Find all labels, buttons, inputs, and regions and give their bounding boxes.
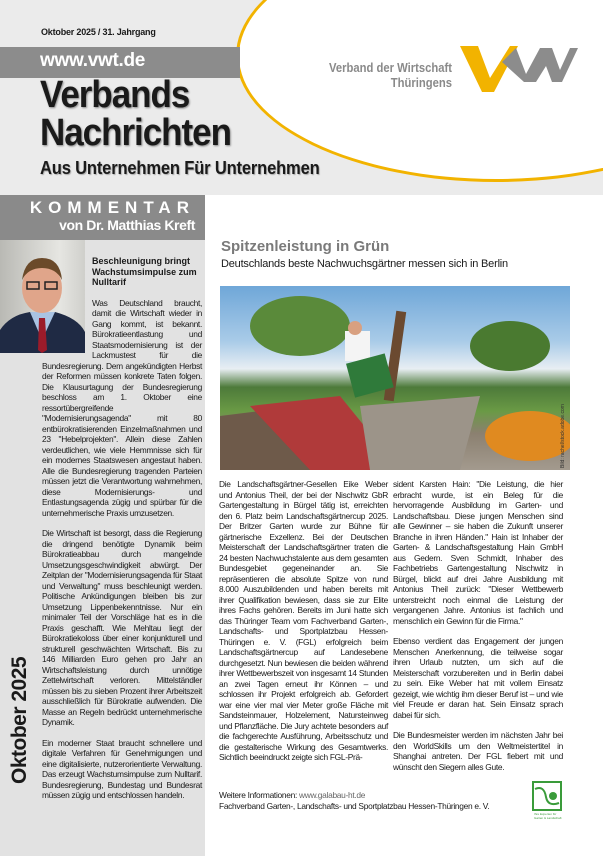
gardener-photo-image — [220, 286, 570, 470]
website-link[interactable]: www.vwt.de — [40, 50, 146, 71]
newsletter-title — [40, 76, 231, 152]
svg-text:Garten & Landschaft: Garten & Landschaft — [534, 816, 562, 820]
article-column-2 — [393, 479, 563, 772]
article-subtitle: Deutschlands beste Nachwuchsgärtner messen sich in Berlin — [221, 258, 508, 270]
more-info-link[interactable]: www.galabau-ht.de — [299, 790, 366, 800]
title-line-1: Verbands — [40, 74, 190, 116]
commentary-paragraph: Die Wirtschaft ist besorgt, dass die Regierung die dringend benötigte Dynamik beim Bürokratieabbau durch mangelnde Umsetzungsgeschwindigkeit abwürgt. Der Zeitplan der "Modernisierungsagenda für Staat und Verwaltung" muss beschleunigt werden. Politische Ankündigungen bleiben bis zur Umsetzung Lippenbekenntnisse. Nur ein minimaler Teil der Vorschläge hat es in die Praxis geschafft. Wie Mehltau liegt der Bürokratiekoloss über einer konjunkturell und strukturell geschwächten Wirtschaft. Bis zu 146 Milliarden Euro gehen pro Jahr an Wirtschaftsleistung durch unnötige Zettelwirtschaft verloren. Mittelständler müssen bis zu sieben Prozent ihrer Arbeitszeit ausschließlich für Bürokratie aufwenden. Die Masse an Regeln bedrückt unternehmerische Dynamik. — [42, 528, 202, 727]
org-name — [315, 61, 452, 91]
commentary-header — [0, 195, 205, 240]
commentary-intro-continued: Dem angekündigten Herbst der Reformen müssen konkrete Taten folgen. Die Klausurtagung der Bundesregierung beschloss am 1. Oktober eine ressortübergreifende "Modernisierungsagenda" mit 80 entbürokratisierenden Einzelmaßnahmen und 23 "Hebelprojekten". Allein diese Zahlen verdeutlichen, wie viele Hemmnisse sich für ein modernes Staatswesen angestaut haben. Alle die Bundesregierung tragenden Parteien müssen jetzt die Verantwortung wahrnehmen, diese Modernisierungs- und Entlastungsagenda zügig und spürbar für die unternehmerische Praxis umzusetzen. — [42, 360, 202, 518]
more-info-label: Weitere Informationen: — [219, 790, 297, 800]
source-organization: Fachverband Garten-, Landschafts- und Sportplatzbau Hessen-Thüringen e. V. — [219, 800, 490, 811]
article-column-1: Die Landschaftsgärtner-Gesellen Eike Weber und Antonius Theil, der bei der Nischwitz GbR Gartengestaltung in Bürgel tätig ist, erreichten den 6. Platz beim Landschaftsgärtnercup 2025. Der Britzer Garten wurde zur Bühne für gärtnerische Exzellenz. Bei der Deutschen Meisterschaft der Landschaftsgärtner traten die 24 besten Nachwuchstalente aus dem gesamten Bundesgebiet gegeneinander an. Sie repräsentieren die absolute Spitze von rund 8.000 Auszubildenden und haben bereits mit ihrer Qualifikation bewiesen, dass sie zur Elite ihres Fachs gehören. Bereits im Juni hatte sich das Thüringer Team vom Fachverband Garten-, Landschafts- und Sportplatzbau Hessen-Thüringen e. V. (FGL) erfolgreich beim Landschaftsgärtnercup auf Landesebene durchgesetzt. Nun bewiesen die beiden während ihrer Wettbewerbszeit von insgesamt 14 Stunden an zwei Tagen erneut ihr Können – und schlossen ihr Projekt erfolgreich ab. Gefordert war eine vier mal vier Meter große Fläche mit Sandsteinmauer, Holzelement, Natursteinweg und Pflanzfläche. Die Jury achtete besonders auf die fachgerechte Ausführung, Arbeitsschutz und die gestalterische Wirkung des Gesamtwerks. Sichtlich beeindruckt zeigte sich FGL-Prä- — [219, 479, 388, 762]
masthead — [0, 0, 603, 195]
portrait-spacer — [42, 256, 92, 355]
org-line-1: Verband der Wirtschaft — [328, 61, 452, 75]
fgl-logo-icon — [532, 781, 562, 824]
svg-text:Ihre Experten für: Ihre Experten für — [534, 812, 557, 816]
issue-date: Oktober 2025 / 31. Jahrgang — [41, 27, 156, 37]
commentary-label: KOMMENTAR — [29, 198, 195, 217]
vwt-logo-icon — [460, 40, 580, 100]
commentary-intro: Was Deutschland braucht, damit die Wirtschaft wieder in Gang kommt, ist bekannt. Bürokratieentlastung und Staatsmodernisierung ist der Lackmustest für die Bundesregierung. — [42, 297, 202, 371]
side-issue-label: Oktober 2025 — [8, 656, 31, 784]
commentary-text — [42, 256, 202, 801]
org-line-2: Thüringens — [390, 76, 452, 90]
article-title: Spitzenleistung in Grün — [221, 238, 390, 255]
photo-credit: Bild: rachel/stock.adobe.com — [560, 404, 566, 468]
title-line-2: Nachrichten — [40, 112, 231, 154]
commentary-author: von Dr. Matthias Kreft — [59, 217, 195, 233]
article-paragraph: Ebenso verdient das Engagement der jungen Menschen Anerkennung, die teilweise sogar ihren Urlaub nutzten, um sich auf die Meisterschaft vorzubereiten und in Berlin dabei zu sein. Eike Weber hat mit vollem Einsatz gezeigt, wie wichtig ihm dieser Beruf ist – und wie viel Freude er daran hat. Sein Einsatz sprach dabei für sich. — [393, 636, 563, 720]
article-photo — [220, 286, 570, 470]
commentary-paragraph: Ein moderner Staat braucht schnellere und digitale Verfahren für Genehmigungen und eine digitalisierte, nutzerorientierte Verwaltung. Das erzeugt Wachstumsimpulse zum Nulltarif. Bundesregierung, Bundestag und Bundesrat müssen zügig und entschlossen handeln. — [42, 737, 202, 800]
commentary-headline: Beschleunigung bringt Wachstumsimpulse zum Nulltarif — [92, 256, 197, 287]
article-paragraph: sident Karsten Hain: "Die Leistung, die hier erbracht wurde, ist ein Beleg für die hervorragende Ausbildung im Garten- und Landschaftsbau. Diese jungen Menschen sind alle Gewinner – sie haben die Zukunft unserer Branche in ihren Händen." Hain ist Inhaber der Garten- & Landschaftsgestaltung Hain GmbH aus Gedern. Sven Schmidt, Inhaber des Fachbetriebs Gartengestaltung Nischwitz in Bürgel, blickt auf drei Jahre Ausbildung mit Antonius Theil zurück: "Dieser Wettbewerb unterstreicht noch einmal die Leistung der vergangenen Jahre. Antonius ist fachlich und menschlich ein Gewinn für die Firma." — [393, 479, 563, 626]
article-paragraph: Die Bundesmeister werden im nächsten Jahr bei den WorldSkills um den Weltmeistertitel in Shanghai antreten. Der FGL fiebert mit und wünscht den Siegern alles Gute. — [393, 730, 563, 772]
newsletter-subtitle: Aus Unternehmen Für Unternehmen — [40, 158, 320, 178]
more-info — [219, 790, 489, 811]
